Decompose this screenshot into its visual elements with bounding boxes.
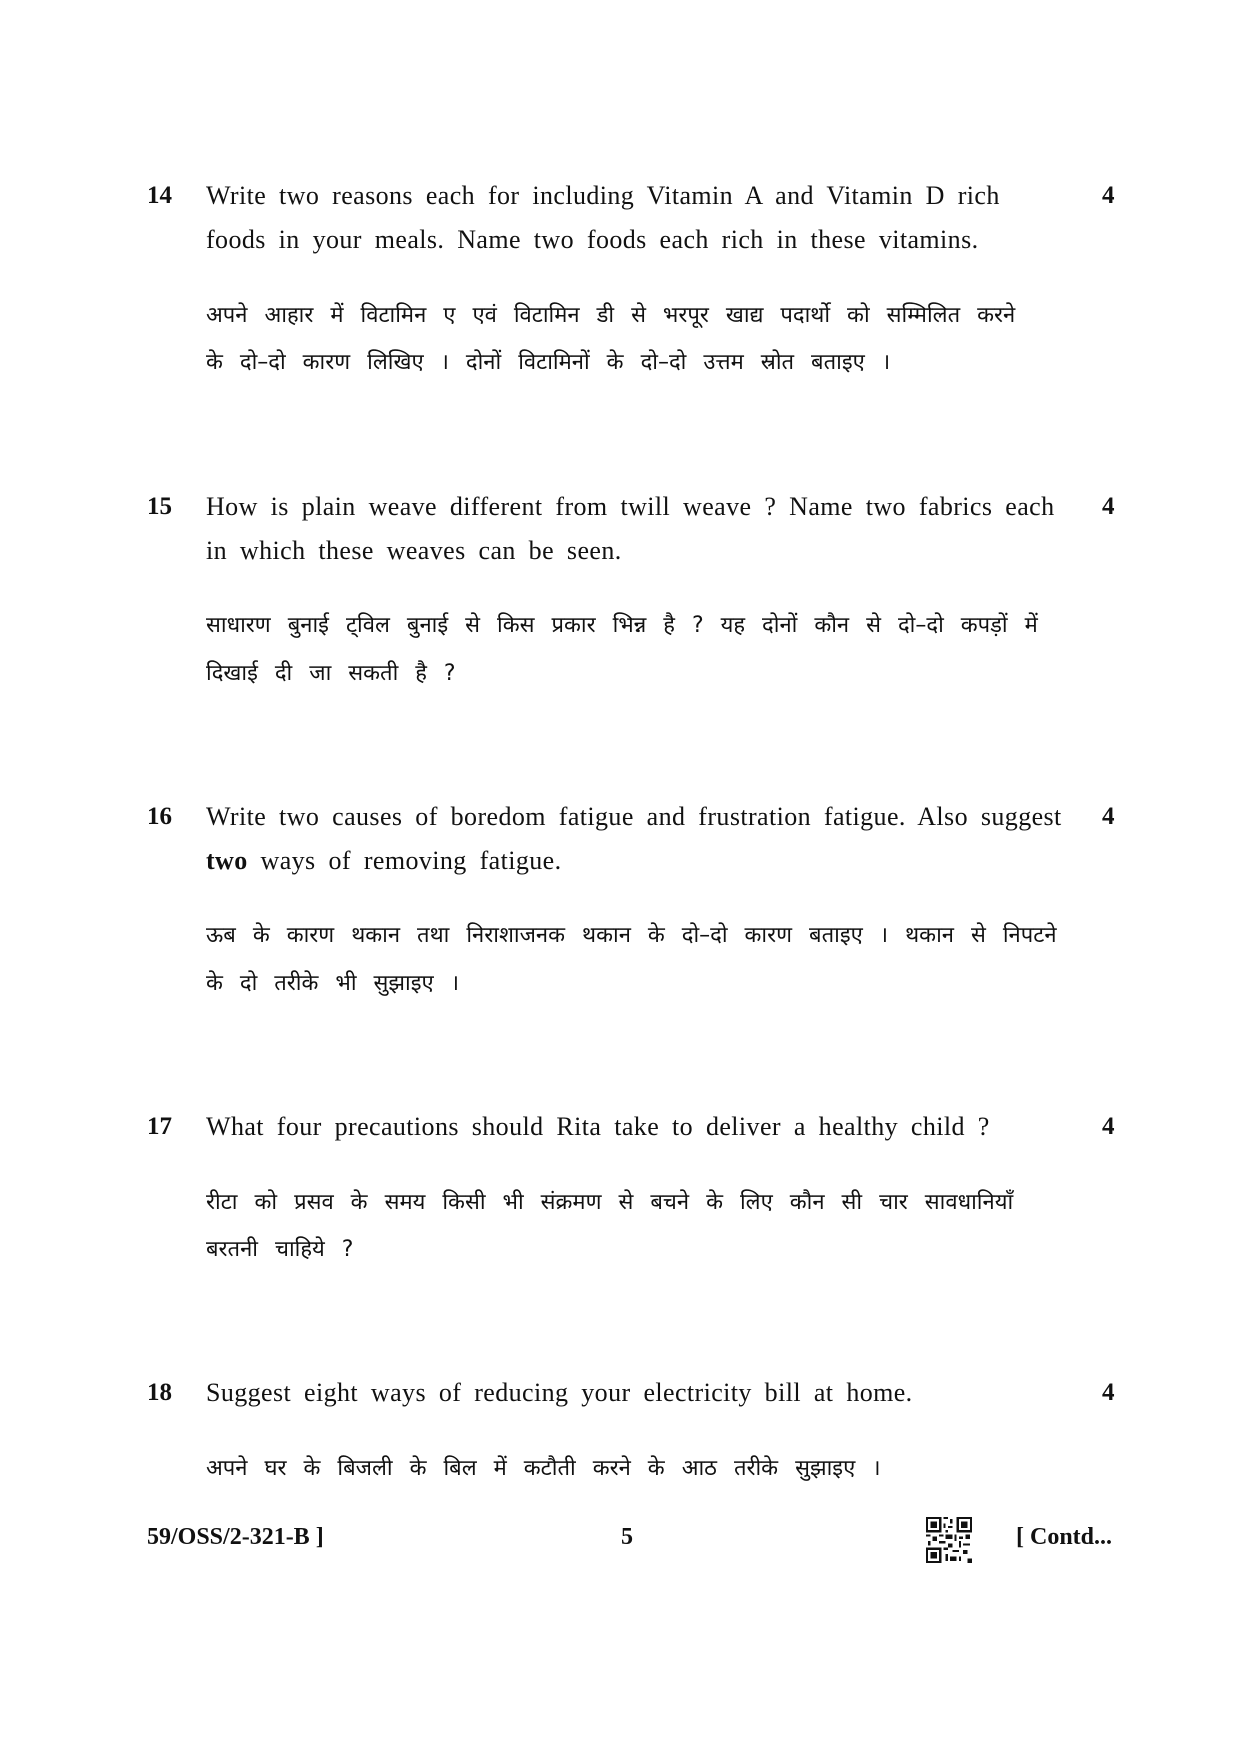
question-marks: 4 (1102, 1379, 1115, 1406)
question-text-hi-line: के दो–दो कारण लिखिए । दोनों विटामिनों के दो–दो उत्तम स्रोत बताइए । (206, 350, 891, 375)
paper-code: 59/OSS/2-321-B ] (147, 1524, 324, 1550)
continued-label: [ Contd... (1016, 1524, 1113, 1550)
question-text-hi-line: साधारण बुनाई ट्विल बुनाई से किस प्रकार भिन्न है ? यह दोनों कौन से दो–दो कपड़ों में (206, 613, 1038, 638)
question-text-hi-line: के दो तरीके भी सुझाइए । (206, 971, 460, 996)
question-text-hi-line: अपने घर के बिजली के बिल में कटौती करने के आठ तरीके सुझाइए । (206, 1456, 881, 1481)
question-number: 17 (147, 1113, 172, 1140)
question-text-en-line (206, 802, 1062, 832)
question-text-hi-line: बरतनी चाहिये ? (206, 1237, 354, 1262)
question-text-hi-line: अपने आहार में विटामिन ए एवं विटामिन डी से भरपूर खाद्य पदार्थो को सम्मिलित करने (206, 303, 1016, 328)
question-text-en-line (206, 846, 561, 876)
question-text-en-rest: Write two causes of boredom fatigue and frustration fatigue. Also suggest (206, 802, 1062, 831)
question-text-hi-line: ऊब के कारण थकान तथा निराशाजनक थकान के दो–दो कारण बताइए । थकान से निपटने (206, 923, 1057, 948)
question-marks: 4 (1102, 803, 1115, 830)
question-text-en-line: foods in your meals. Name two foods each rich in these vitamins. (206, 225, 979, 254)
question-text-hi-line: रीटा को प्रसव के समय किसी भी संक्रमण से बचने के लिए कौन सी चार सावधानियाँ (206, 1190, 1014, 1215)
question-text-en-line: in which these weaves can be seen. (206, 536, 622, 565)
question-marks: 4 (1102, 182, 1115, 209)
question-text-hi-line: दिखाई दी जा सकती है ? (206, 661, 456, 686)
question-text-en-line: What four precautions should Rita take to deliver a healthy child ? (206, 1112, 990, 1141)
question-number: 15 (147, 493, 172, 520)
question-text-en-line: Write two reasons each for including Vitamin A and Vitamin D rich (206, 181, 1000, 210)
question-text-en-line: Suggest eight ways of reducing your electricity bill at home. (206, 1378, 913, 1407)
page-number: 5 (621, 1524, 633, 1550)
question-text-en-emphasis: two (206, 846, 248, 875)
question-text-en-rest: ways of removing fatigue. (247, 846, 562, 875)
qr-code-icon (926, 1517, 972, 1563)
question-marks: 4 (1102, 1113, 1115, 1140)
question-number: 14 (147, 182, 172, 209)
question-number: 16 (147, 803, 172, 830)
question-marks: 4 (1102, 493, 1115, 520)
question-number: 18 (147, 1379, 172, 1406)
question-text-en-line: How is plain weave different from twill weave ? Name two fabrics each (206, 492, 1055, 521)
